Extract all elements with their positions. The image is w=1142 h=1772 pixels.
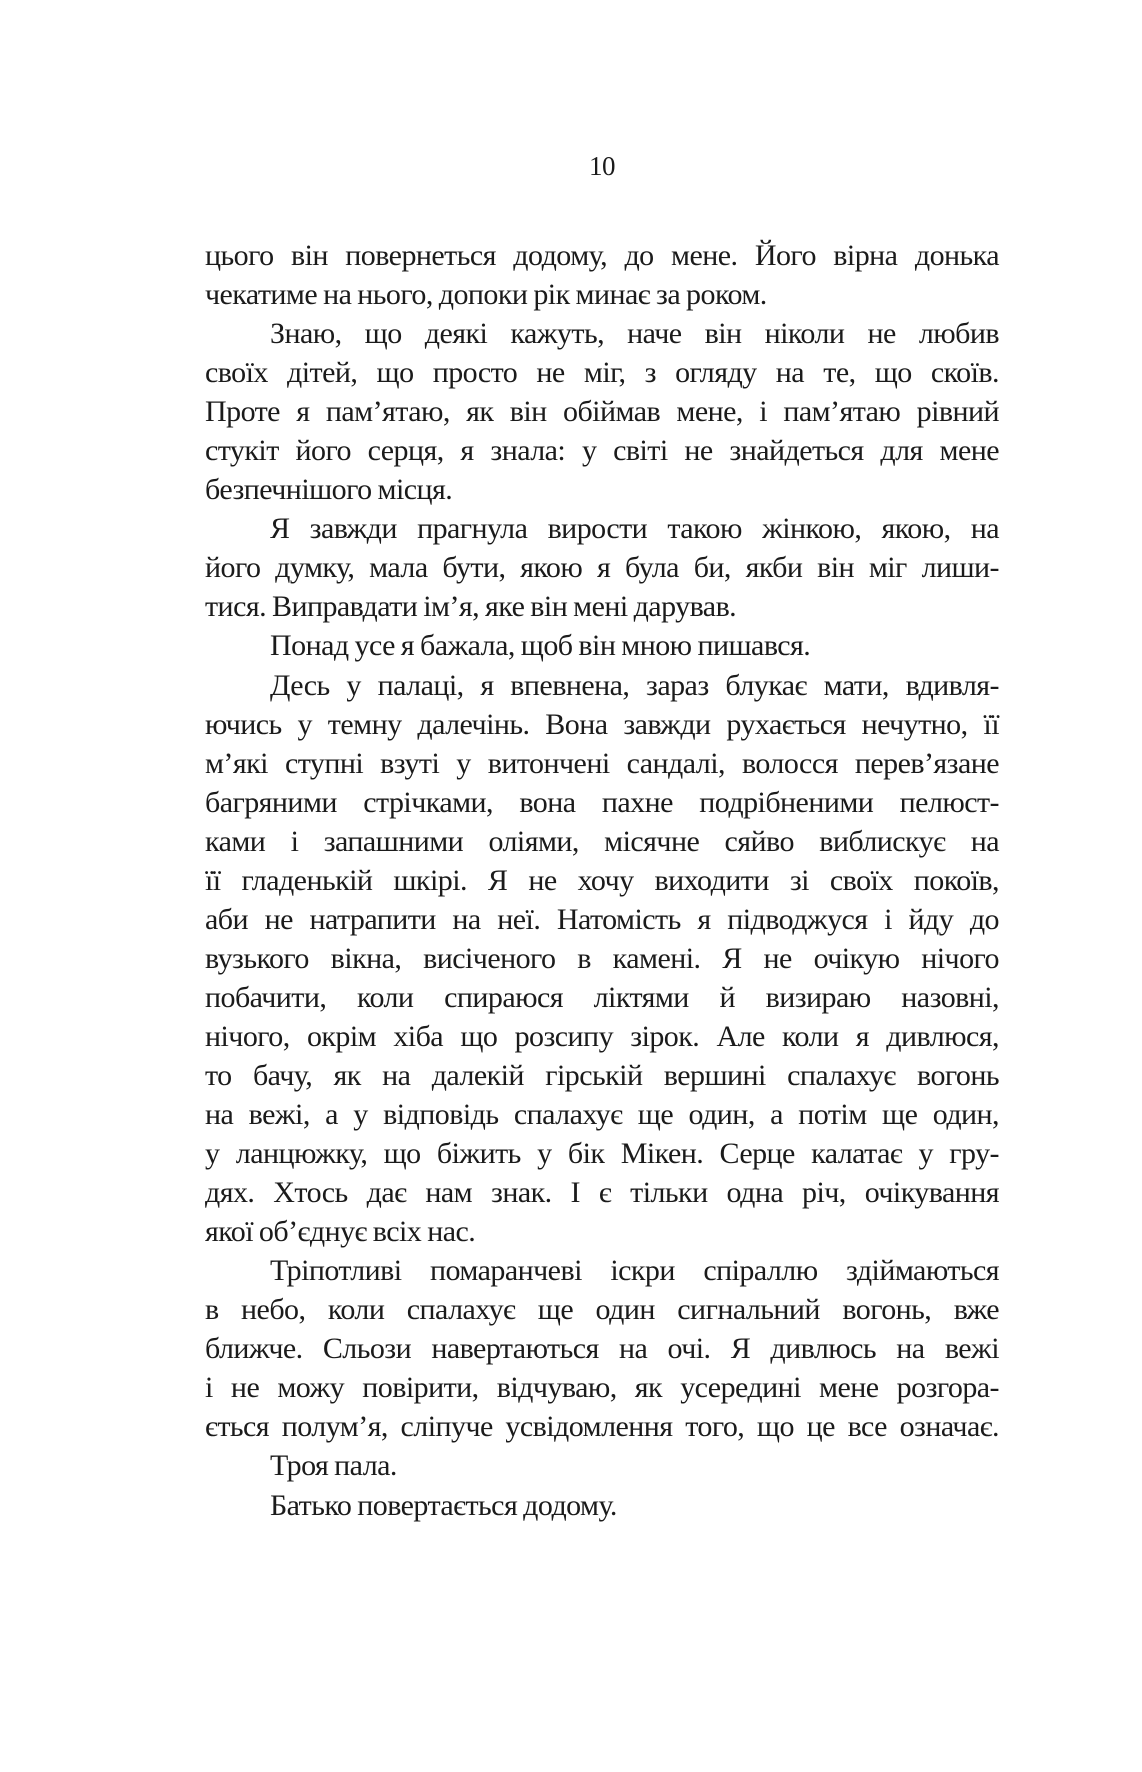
text-line: цього він повернеться додому, до мене. Його вірна донька: [205, 239, 999, 272]
text-line: своїх дітей, що просто не міг, з огляду на те, що скоїв.: [205, 356, 999, 390]
text-line: його думку, мала бути, якою я була би, якби він міг лиши-: [205, 551, 999, 585]
text-line: дях. Хтось дає нам знак. І є тільки одна річ, очікування: [205, 1176, 999, 1210]
text-line: у ланцюжку, що біжить у бік Мікен. Серце калатає у гру-: [205, 1137, 999, 1171]
text-line: Понад усе я бажала, щоб він мною пишався.: [270, 629, 811, 663]
text-line: безпечнішого місця.: [205, 473, 453, 507]
text-line: ками і запашними оліями, місячне сяйво виблискує на: [205, 824, 999, 858]
text-line: Тріпотливі помаранчеві іскри спіраллю здіймаються: [270, 1254, 999, 1288]
text-line: побачити, коли спираюся ліктями й визираю назовні,: [205, 980, 999, 1014]
text-line: то бачу, як на далекій гірській вершині спалахує вогонь: [205, 1058, 999, 1092]
body-text: [205, 236, 999, 1525]
text-line: Батько повертається додому.: [270, 1488, 617, 1522]
text-line: аби не натрапити на неї. Натомість я підводжуся і йду до: [205, 902, 999, 936]
text-line: Десь у палаці, я впевнена, зараз блукає мати, вдивля-: [270, 668, 999, 702]
text-line: вузького вікна, висіченого в камені. Я не очікую нічого: [205, 941, 999, 975]
text-line: м’які ступні взуті у витончені сандалі, волосся перев’язане: [205, 746, 999, 780]
text-line: багряними стрічками, вона пахне подрібненими пелюст-: [205, 785, 999, 819]
text-line: стукіт його серця, я знала: у світі не знайдеться для мене: [205, 434, 999, 468]
text-line: в небо, коли спалахує ще один сигнальний вогонь, вже: [205, 1293, 999, 1327]
text-line: Я завжди прагнула вирости такою жінкою, якою, на: [270, 512, 999, 546]
text-line: якої об’єднує всіх нас.: [205, 1215, 476, 1249]
text-line: ближче. Сльози навертаються на очі. Я дивлюсь на вежі: [205, 1332, 999, 1366]
text-line: Проте я пам’ятаю, як він обіймав мене, і пам’ятаю рівний: [205, 395, 999, 429]
text-line: Знаю, що деякі кажуть, наче він ніколи не любив: [270, 317, 999, 351]
text-line: чекатиме на нього, допоки рік минає за роком.: [205, 278, 767, 312]
text-line: тися. Виправдати ім’я, яке він мені дарував.: [205, 590, 737, 624]
text-line: Троя пала.: [270, 1449, 397, 1483]
text-line: і не можу повірити, відчуваю, як усередині мене розгора-: [205, 1371, 999, 1405]
text-line: її гладенькій шкірі. Я не хочу виходити зі своїх покоїв,: [205, 863, 999, 897]
text-line: ючись у темну далечінь. Вона завжди рухається нечутно, її: [205, 707, 999, 741]
page-number: 10: [589, 151, 615, 181]
text-line: ється полум’я, сліпуче усвідомлення того, що це все означає.: [205, 1410, 999, 1444]
text-line: нічого, окрім хіба що розсипу зірок. Але коли я дивлюся,: [205, 1019, 999, 1053]
text-line: на вежі, а у відповідь спалахує ще один, а потім ще один,: [205, 1098, 999, 1132]
